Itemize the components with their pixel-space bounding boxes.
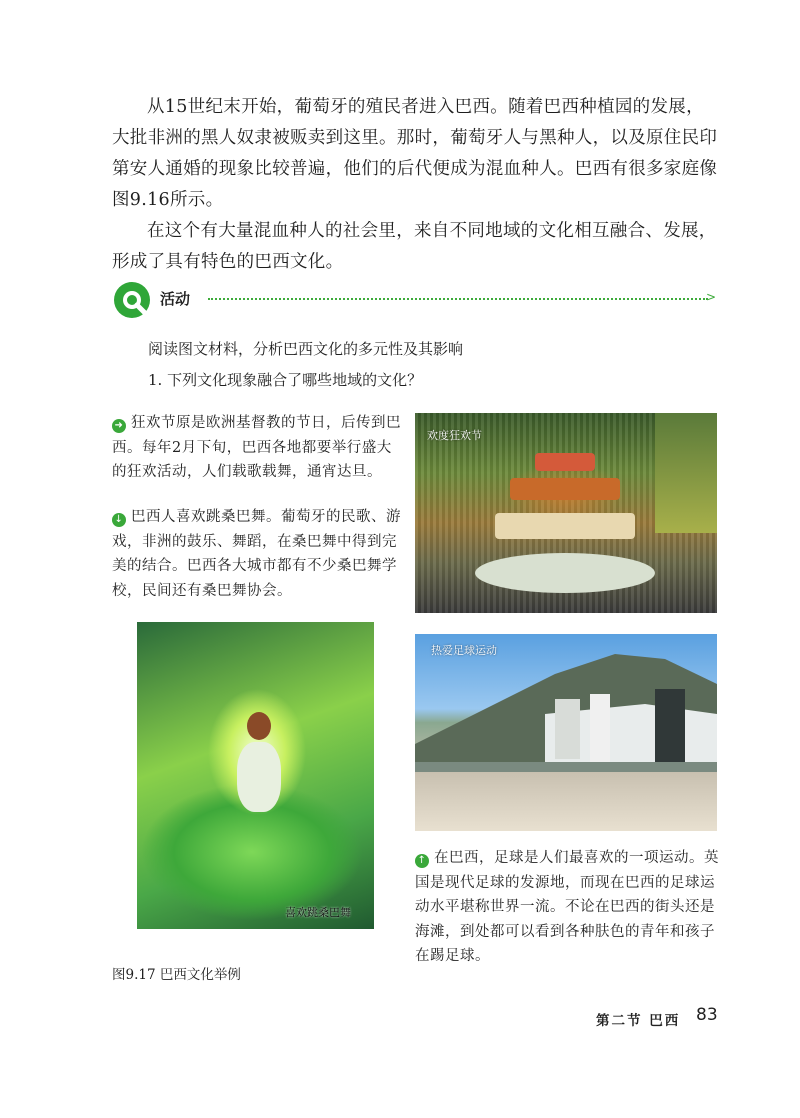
footer-section-title: 第二节 巴西 <box>596 1013 681 1029</box>
divider-arrow-icon: > <box>706 290 717 304</box>
page-number: 83 <box>696 1005 718 1025</box>
samba-photo-label: 喜欢跳桑巴舞 <box>285 906 351 919</box>
football-photo-label: 热爱足球运动 <box>431 644 497 657</box>
activity-question: 1. 下列文化现象融合了哪些地域的文化？ <box>148 371 423 389</box>
stands-right <box>655 413 717 533</box>
mountain-shape <box>415 634 717 831</box>
arrow-up-icon: ↑ <box>415 854 429 868</box>
carnival-photo-label: 欢度狂欢节 <box>427 429 482 442</box>
dancer-body <box>237 742 281 812</box>
samba-caption <box>112 505 402 603</box>
carnival-caption-text: 狂欢节原是欧洲基督教的节日，后传到巴西。每年2月下旬，巴西各地都要举行盛大的狂欢活动，人们载歌载舞，通宵达旦。 <box>112 415 401 480</box>
arrow-right-icon: ➜ <box>112 419 126 433</box>
samba-caption-text: 巴西人喜欢跳桑巴舞。葡萄牙的民歌、游戏，非洲的鼓乐、舞蹈，在桑巴舞中得到完美的结合。巴西各大城市都有不少桑巴舞学校，民间还有桑巴舞协会。 <box>112 509 401 599</box>
dancer-head <box>247 712 271 740</box>
football-caption-text: 在巴西，足球是人们最喜欢的一项运动。英国是现代足球的发源地，而现在巴西的足球运动水平堪称世界一流。不论在巴西的街头还是海滩，到处都可以看到各种肤色的青年和孩子在踢足球。 <box>415 850 719 964</box>
float-tier-middle <box>510 478 620 500</box>
activity-title: 阅读图文材料，分析巴西文化的多元性及其影响 <box>148 340 464 358</box>
activity-divider <box>208 298 708 300</box>
paragraph-history: 从15世纪末开始，葡萄牙的殖民者进入巴西。随着巴西种植园的发展，大批非洲的黑人奴隶被贩卖到这里。那时，葡萄牙人与黑种人，以及原住民印第安人通婚的现象比较普遍，他们的后代便成为混血种人。巴西有很多家庭像图9.16所示。 <box>112 97 718 210</box>
float-tier-top <box>535 453 595 471</box>
samba-photo <box>137 622 374 929</box>
float-tier-lower <box>495 513 635 539</box>
carnival-photo <box>415 413 717 613</box>
figure-caption: 图9.17 巴西文化举例 <box>112 967 241 983</box>
paragraph-culture: 在这个有大量混血种人的社会里，来自不同地域的文化相互融合、发展，形成了具有特色的巴西文化。 <box>112 221 717 272</box>
float-base <box>475 553 655 593</box>
intro-paragraphs <box>112 92 718 278</box>
arrow-down-icon: ↓ <box>112 513 126 527</box>
football-photo <box>415 634 717 831</box>
activity-label: 活动 <box>160 290 191 308</box>
carnival-caption <box>112 411 402 485</box>
football-caption <box>415 846 720 969</box>
activity-icon <box>112 280 152 320</box>
